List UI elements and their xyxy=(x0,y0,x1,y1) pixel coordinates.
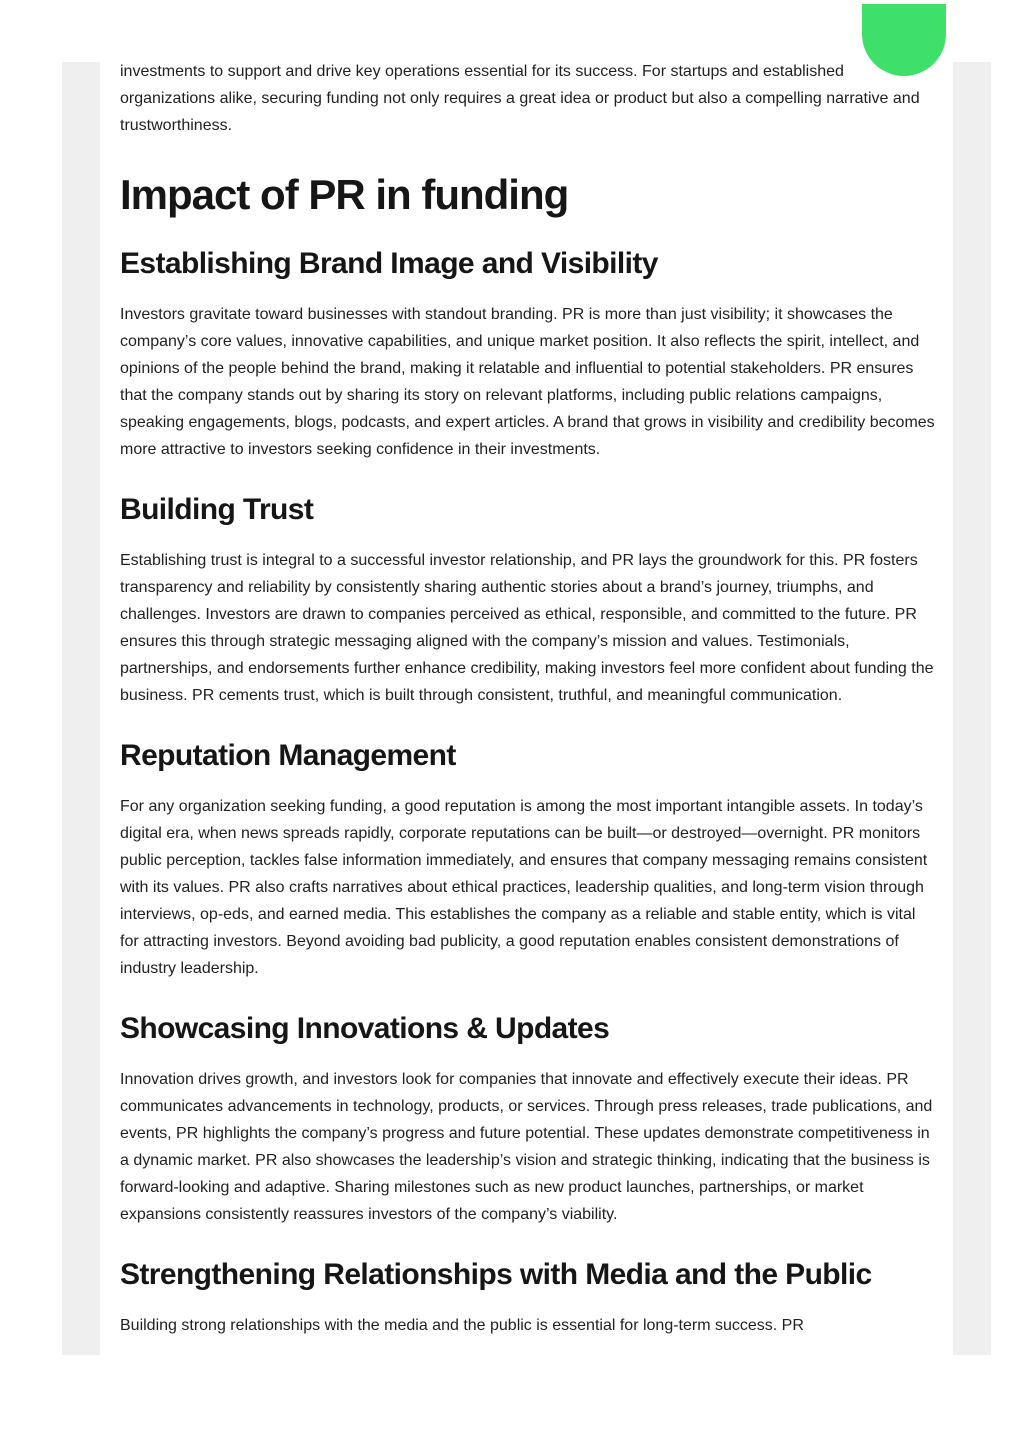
section-media-relationships xyxy=(120,1256,935,1339)
section-paragraph: Building strong relationships with the media and the public is essential for long-term success. PR xyxy=(120,1317,804,1334)
article-body xyxy=(120,62,935,1355)
section-heading: Establishing Brand Image and Visibility xyxy=(120,247,658,280)
section-brand-image xyxy=(120,245,935,463)
section-paragraph: Innovation drives growth, and investors look for companies that innovate and effectively execute their ideas. PR communicates advancements in technology, products, or services. Through press releases, trade publications, and events, PR highlights the company’s progress and future potential. These updates demonstrate competitiveness in a dynamic market. PR also showcases the leadership’s vision and strategic thinking, indicating that the business is forward-looking and adaptive. Sharing milestones such as new product launches, partnerships, or market expansions consistently reassures investors of the company’s viability. xyxy=(120,1071,933,1223)
intro-paragraph: investments to support and drive key operations essential for its success. For startups and established organizations alike, securing funding not only requires a great idea or product but also a compelling narrative and trustworthiness. xyxy=(120,63,920,134)
section-heading: Showcasing Innovations & Updates xyxy=(120,1012,610,1045)
page-title: Impact of PR in funding xyxy=(120,171,569,218)
section-paragraph: Investors gravitate toward businesses with standout branding. PR is more than just visibility; it showcases the company’s core values, innovative capabilities, and unique market position. It also reflects the spirit, intellect, and opinions of the people behind the brand, making it relatable and influential to potential stakeholders. PR ensures that the company stands out by sharing its story on relevant platforms, including public relations campaigns, speaking engagements, blogs, podcasts, and expert articles. A brand that grows in visibility and credibility becomes more attractive to investors seeking confidence in their investments. xyxy=(120,306,935,458)
section-reputation-management xyxy=(120,737,935,982)
section-building-trust xyxy=(120,491,935,709)
section-paragraph: For any organization seeking funding, a good reputation is among the most important intangible assets. In today’s digital era, when news spreads rapidly, corporate reputations can be built—or destroyed—overnight. PR monitors public perception, tackles false information immediately, and ensures that company messaging remains consistent with its values. PR also crafts narratives about ethical practices, leadership qualities, and long-term vision through interviews, op-eds, and earned media. This establishes the company as a reliable and stable entity, which is vital for attracting investors. Beyond avoiding bad publicity, a good reputation enables consistent demonstrations of industry leadership. xyxy=(120,798,928,977)
article-content xyxy=(100,62,953,1355)
section-heading: Reputation Management xyxy=(120,739,456,772)
section-heading: Strengthening Relationships with Media and the Public xyxy=(120,1258,872,1291)
section-showcasing-innovations xyxy=(120,1010,935,1228)
section-paragraph: Establishing trust is integral to a successful investor relationship, and PR lays the groundwork for this. PR fosters transparency and reliability by consistently sharing authentic stories about a brand’s journey, triumphs, and challenges. Investors are drawn to companies perceived as ethical, responsible, and committed to the future. PR ensures this through strategic messaging aligned with the company’s mission and values. Testimonials, partnerships, and endorsements further enhance credibility, making investors feel more confident about funding the business. PR cements trust, which is built through consistent, truthful, and meaningful communication. xyxy=(120,552,934,704)
section-heading: Building Trust xyxy=(120,493,314,526)
